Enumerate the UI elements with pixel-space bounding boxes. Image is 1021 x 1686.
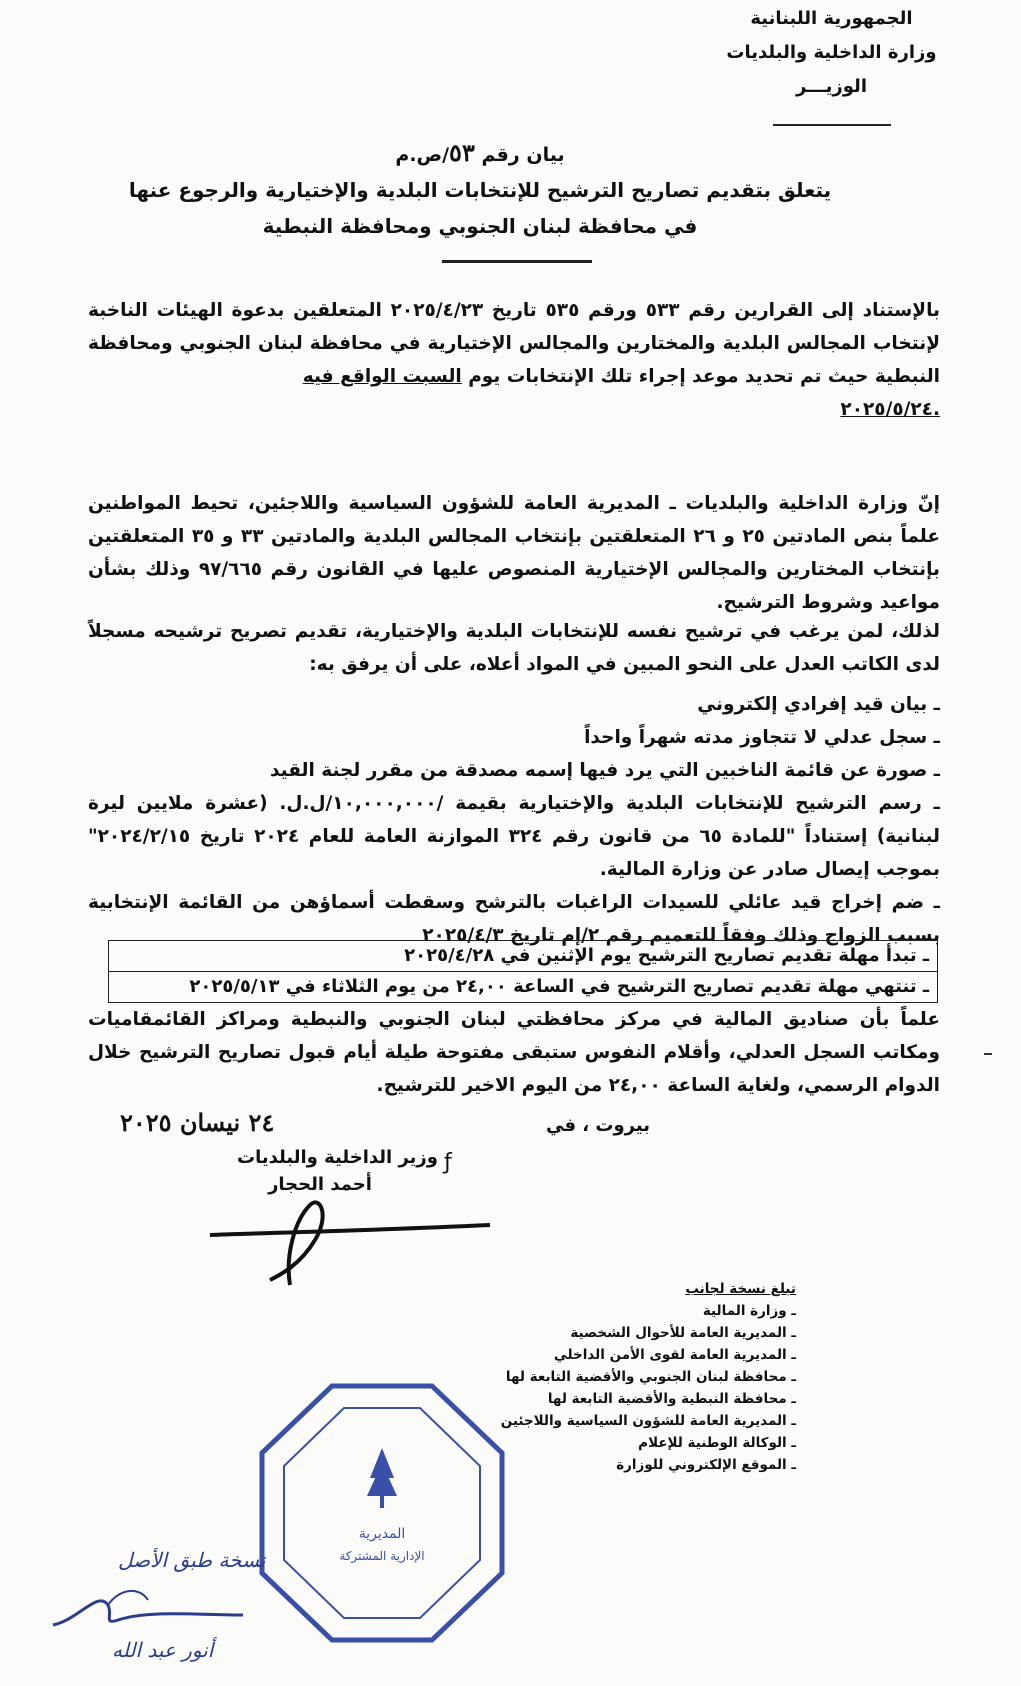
- paragraph-reference-text: بالإستناد إلى القرارين رقم ٥٣٣ ورقم ٥٣٥ تاريخ ٢٠٢٥/٤/٢٣ المتعلقين بدعوة الهيئات الناخبة لإنتخاب المجالس البلدية والمختارين والمجالس الإختيارية في محافظة لبنان الجنوبي ومحافظة النبطية حيث تم تحديد موعد إجراء تلك الإنتخابات يوم: [88, 300, 940, 387]
- deadlines-box: [108, 940, 938, 1003]
- signature-date: ٢٤ نيسان ٢٠٢٥: [120, 1108, 275, 1137]
- election-date: ٢٠٢٥/٥/٢٤.: [840, 399, 940, 420]
- requirement-item: ـ سجل عدلي لا تتجاوز مدته شهراً واحداً: [584, 727, 940, 748]
- svg-text:الإدارية المشتركة: الإدارية المشتركة: [339, 1549, 425, 1563]
- svg-text:المديرية: المديرية: [358, 1526, 406, 1542]
- certifier-signature: [48, 1570, 248, 1640]
- letterhead-divider: [773, 124, 891, 126]
- minister-signature: [200, 1195, 500, 1295]
- distribution-item: ـ الوكالة الوطنية للإعلام: [638, 1435, 796, 1451]
- distribution-item: ـ محافظة لبنان الجنوبي والأقضية التابعة لها: [505, 1369, 796, 1385]
- distribution-item: ـ وزارة المالية: [702, 1303, 796, 1319]
- letterhead: [724, 2, 939, 126]
- handwritten-initial: ƒ: [444, 1150, 452, 1175]
- title-divider: [442, 260, 592, 263]
- requirement-item: ـ رسم الترشيح للإنتخابات البلدية والإختيارية بقيمة /١٠,٠٠٠,٠٠٠/ل.ل. (عشرة ملايين ليرة لبنانية) إستناداً "للمادة ٦٥ من قانون رقم ٣٢٤ الموازنة العامة للعام ٢٠٢٤ تاريخ ٢٠٢٤/٢/١٥" بموجب إيصال صادر عن وزارة المالية.: [88, 793, 940, 880]
- paragraph-reference: [88, 294, 940, 426]
- official-seal: [252, 1378, 512, 1648]
- paragraph-ministry-notice: إنّ وزارة الداخلية والبلديات ـ المديرية العامة للشؤون السياسية واللاجئين، تحيط المواطنين علماً بنص المادتين ٢٥ و ٢٦ المتعلقتين بإنتخاب المجالس البلدية والمادتين ٣٣ و ٣٥ المتعلقتين بإنتخاب المختارين والمجالس الإختيارية المنصوص عليها في القانون رقم ٩٧/٦٦٥ وذلك بشأن مواعيد وشروط الترشيح.: [88, 493, 940, 613]
- statement-number-suffix: /ص.م: [395, 144, 450, 166]
- signature-place: بيروت ، في: [546, 1115, 650, 1136]
- certifier-name: أنور عبد الله: [112, 1638, 214, 1662]
- statement-number-value: ٥٣: [449, 138, 475, 167]
- deadline-end: ـ تنتهي مهلة تقديم تصاريح الترشيح في الساعة ٢٤,٠٠ من يوم الثلاثاء في ٢٠٢٥/٥/١٣: [109, 971, 937, 1002]
- deadline-start: ـ تبدأ مهلة تقديم تصاريح الترشيح يوم الإثنين في ٢٠٢٥/٤/٢٨: [404, 945, 929, 966]
- letterhead-ministry: وزارة الداخلية والبلديات: [726, 42, 937, 63]
- letterhead-republic: الجمهورية اللبنانية: [750, 8, 913, 29]
- distribution-list: [476, 1278, 796, 1476]
- requirements-list: [88, 688, 940, 952]
- certified-copy-label: نسخة طبق الأصل: [118, 1548, 266, 1572]
- requirement-item: ـ صورة عن قائمة الناخبين التي يرد فيها إسمه مصدقة من مقرر لجنة القيد: [270, 760, 940, 781]
- distribution-item: ـ المديرية العامة للأحوال الشخصية: [570, 1325, 796, 1341]
- distribution-item: ـ المديرية العامة لقوى الأمن الداخلي: [553, 1347, 796, 1363]
- distribution-item: ـ محافظة النبطية والأقضية التابعة لها: [547, 1391, 796, 1407]
- distribution-heading: تبلغ نسخة لجانب: [685, 1281, 796, 1297]
- statement-subject-line2: في محافظة لبنان الجنوبي ومحافظة النبطية: [262, 214, 698, 238]
- statement-title: [110, 136, 850, 244]
- distribution-item: ـ الموقع الإلكتروني للوزارة: [616, 1457, 796, 1473]
- statement-subject-line1: يتعلق بتقديم تصاريح الترشيح للإنتخابات البلدية والإختيارية والرجوع عنها: [128, 178, 832, 202]
- letterhead-minister: الوزيـــر: [796, 76, 867, 97]
- paragraph-candidacy: لذلك، لمن يرغب في ترشيح نفسه للإنتخابات البلدية والإختيارية، تقديم تصريح ترشيحه مسجلاً لدى الكاتب العدل على النحو المبين في المواد أعلاه، على أن يرفق به:: [88, 621, 940, 675]
- requirement-item: ـ ضم إخراج قيد عائلي للسيدات الراغبات بالترشح وسقطت أسماؤهن من القائمة الإنتخابية بسبب الزواج وذلك وفقاً للتعميم رقم ٢/إم تاريخ ٢٠٢٥/٤/٣: [88, 892, 940, 946]
- paragraph-finance-offices: علماً بأن صناديق المالية في مركز محافظتي لبنان الجنوبي والنبطية ومراكز القائمقاميات ومكاتب السجل العدلي، وأقلام النفوس ستبقى مفتوحة طيلة أيام قبول تصاريح الترشيح خلال الدوام الرسمي، ولغاية الساعة ٢٤,٠٠ من اليوم الاخير للترشيح.: [88, 1009, 940, 1096]
- minister-title: وزير الداخلية والبلديات: [237, 1147, 438, 1168]
- distribution-item: ـ المديرية العامة للشؤون السياسية واللاجئين: [500, 1413, 796, 1429]
- margin-mark: [984, 1053, 992, 1055]
- requirement-item: ـ بيان قيد إفرادي إلكتروني: [697, 694, 940, 715]
- statement-number-prefix: بيان رقم: [481, 144, 565, 166]
- election-day-emphasis: السبت الواقع فيه: [302, 366, 462, 387]
- minister-name: أحمد الحجار: [268, 1174, 372, 1195]
- statement-number: [110, 136, 850, 172]
